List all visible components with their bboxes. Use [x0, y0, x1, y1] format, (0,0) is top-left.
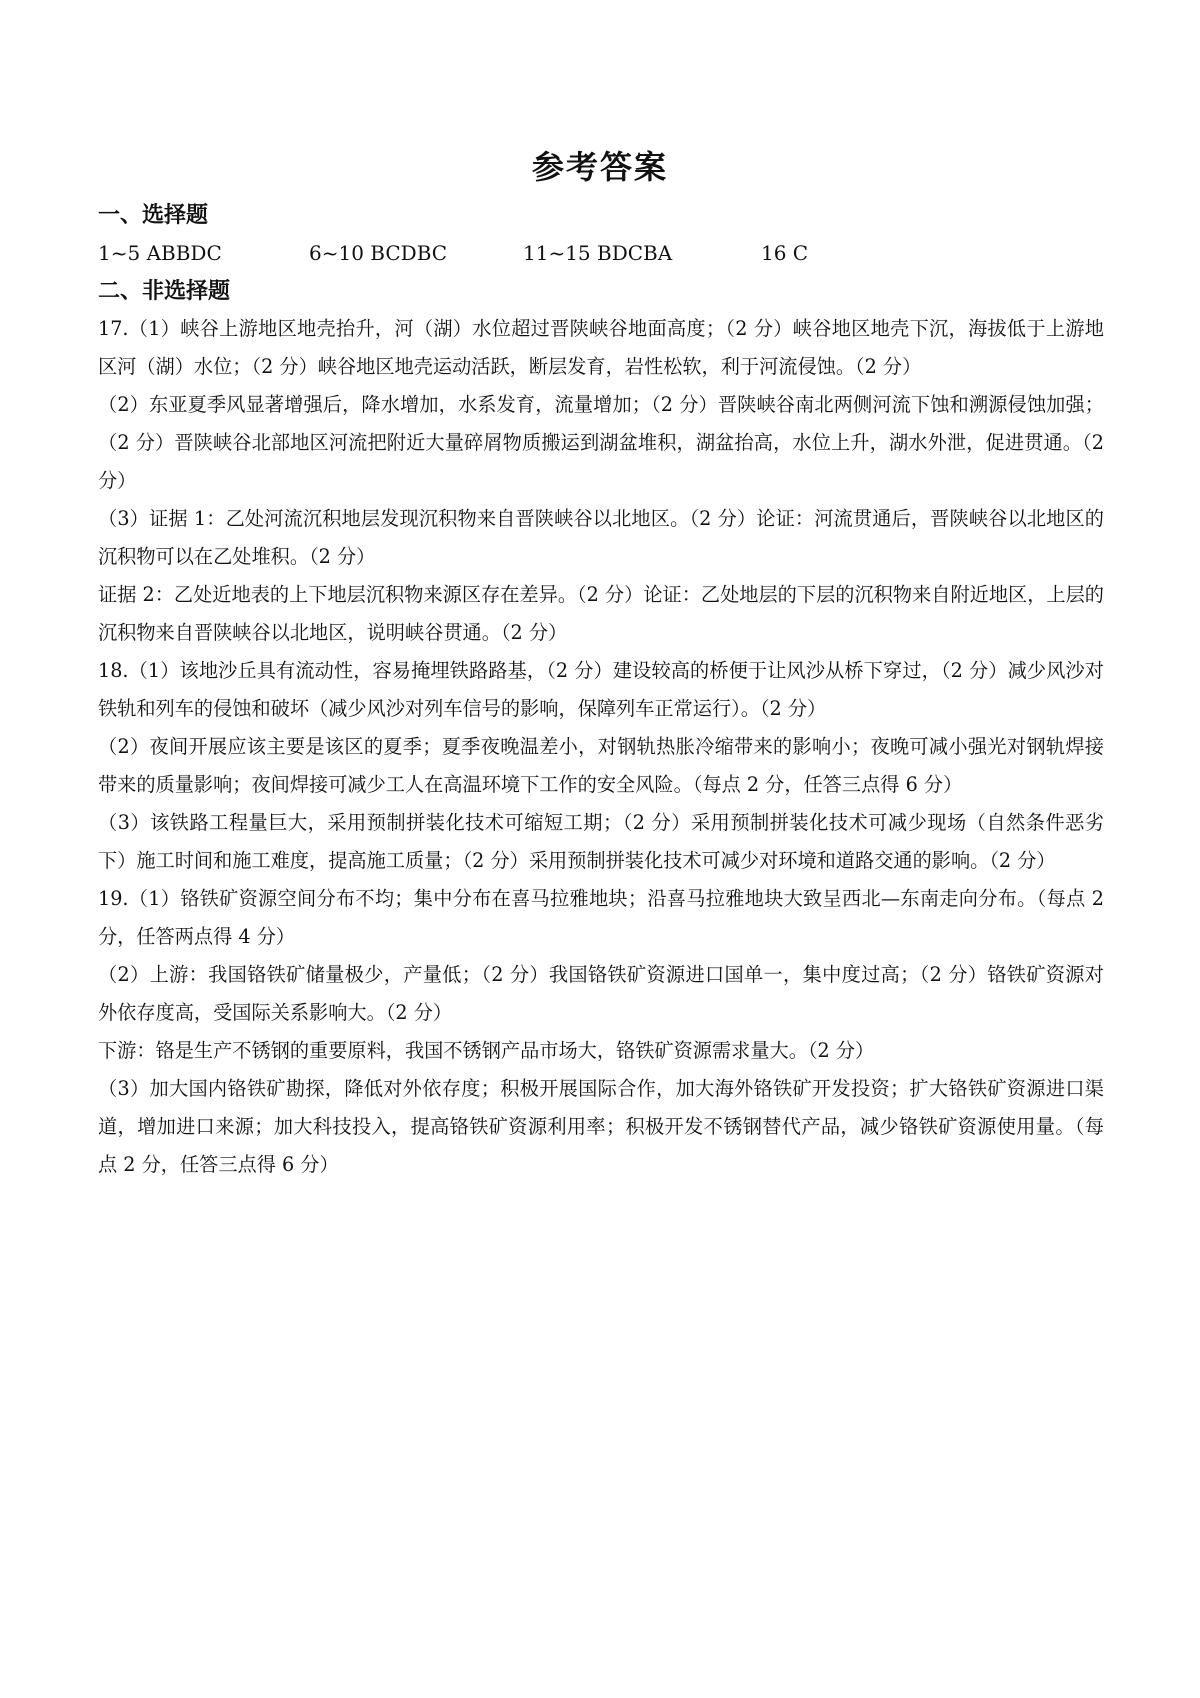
answer-paragraph-19-3: （3）加大国内铬铁矿勘探，降低对外依存度；积极开展国际合作，加大海外铬铁矿开发投资；扩大铬铁矿资源进口渠道，增加进口来源；加大科技投入，提高铬铁矿资源利用率；积极开发不锈钢替代产品，减少铬铁矿资源使用量。（每点 2 分，任答三点得 6 分）	[98, 1077, 1104, 1176]
page-title: 参考答案	[531, 148, 668, 186]
choice-answer-group: 6~10 BCDBC	[309, 241, 448, 265]
answer-paragraph-19-2: （2）上游：我国铬铁矿储量极少，产量低；（2 分）我国铬铁矿资源进口国单一，集中度过高；（2 分）铬铁矿资源对外依存度高，受国际关系影响大。（2 分）	[98, 963, 1104, 1024]
choice-answers-row	[98, 234, 1104, 272]
answer-paragraph-19-2-downstream: 下游：铬是生产不锈钢的重要原料，我国不锈钢产品市场大，铬铁矿资源需求量大。（2 分）	[98, 1039, 875, 1062]
choice-answer-group: 11~15 BDCBA	[523, 241, 673, 265]
answer-paragraph-17-2: （2）东亚夏季风显著增强后，降水增加，水系发育，流量增加；（2 分）晋陕峡谷南北两侧河流下蚀和溯源侵蚀加强；（2 分）晋陕峡谷北部地区河流把附近大量碎屑物质搬运到湖盆堆积，湖盆抬高，水位上升，湖水外泄，促进贯通。（2 分）	[98, 393, 1104, 492]
answer-paragraph-17-1: 17.（1）峡谷上游地区地壳抬升，河（湖）水位超过晋陕峡谷地面高度；（2 分）峡谷地区地壳下沉，海拔低于上游地区河（湖）水位；（2 分）峡谷地区地壳运动活跃，断层发育，岩性松软，利于河流侵蚀。（2 分）	[98, 317, 1104, 378]
choice-answer-group: 1~5 ABBDC	[98, 241, 222, 265]
choice-answer-group: 16 C	[761, 241, 809, 265]
answer-paragraph-19-1: 19.（1）铬铁矿资源空间分布不均；集中分布在喜马拉雅地块；沿喜马拉雅地块大致呈西北—东南走向分布。（每点 2 分，任答两点得 4 分）	[98, 887, 1104, 948]
answer-content	[98, 196, 1104, 1184]
section-heading-choice: 一、选择题	[98, 202, 209, 228]
answer-paragraph-17-3: （3）证据 1：乙处河流沉积地层发现沉积物来自晋陕峡谷以北地区。（2 分）论证：河流贯通后，晋陕峡谷以北地区的沉积物可以在乙处堆积。（2 分）	[98, 507, 1104, 568]
answer-paragraph-17-3-evidence2: 证据 2：乙处近地表的上下地层沉积物来源区存在差异。（2 分）论证：乙处地层的下层的沉积物来自附近地区，上层的沉积物来自晋陕峡谷以北地区，说明峡谷贯通。（2 分）	[98, 583, 1104, 644]
answer-paragraph-18-2: （2）夜间开展应该主要是该区的夏季；夏季夜晚温差小，对钢轨热胀冷缩带来的影响小；夜晚可减小强光对钢轨焊接带来的质量影响；夜间焊接可减少工人在高温环境下工作的安全风险。（每点 2 分，任答三点得 6 分）	[98, 735, 1104, 796]
section-heading-nonchoice: 二、非选择题	[98, 278, 231, 304]
answer-paragraph-18-3: （3）该铁路工程量巨大，采用预制拼装化技术可缩短工期；（2 分）采用预制拼装化技术可减少现场（自然条件恶劣下）施工时间和施工难度，提高施工质量；（2 分）采用预制拼装化技术可减少对环境和道路交通的影响。（2 分）	[98, 811, 1104, 872]
answer-paragraph-18-1: 18.（1）该地沙丘具有流动性，容易掩埋铁路路基，（2 分）建设较高的桥便于让风沙从桥下穿过，（2 分）减少风沙对铁轨和列车的侵蚀和破坏（减少风沙对列车信号的影响，保障列车正常运行）。（2 分）	[98, 659, 1104, 720]
